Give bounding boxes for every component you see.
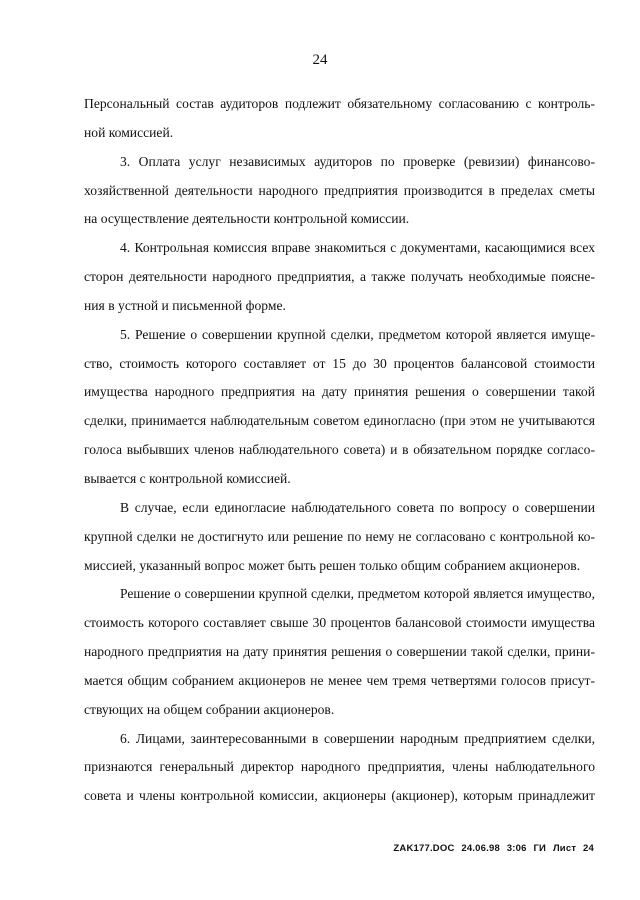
text-line: народного предприятия на дату принятия решения о совершении такой сделки, прини- [84,644,595,660]
text-line: ствующих на общем собрании акционеров. [84,701,335,717]
paragraph [84,234,595,321]
text-line: хозяйственной деятельности народного предприятия производится в пределах сметы [84,182,595,198]
paragraph [84,321,595,494]
document-footer [389,843,594,854]
text-line: Решение о совершении крупной сделки, предметом которой является имущество, [120,586,595,602]
paragraph [84,494,595,581]
text-line: признаются генеральный директор народного предприятия, члены наблюдательного [84,759,595,775]
paragraph [84,90,595,148]
text-line: ство, стоимость которого составляет от 15 до 30 процентов балансовой стоимости [84,355,595,371]
text-line: совета и члены контрольной комиссии, акционеры (акционер), которым принадлежит [84,788,595,804]
text-line: 5. Решение о совершении крупной сделки, предметом которой является имуще- [120,326,595,342]
text-line: ния в устной и письменной форме. [84,297,286,313]
text-line: миссией, указанный вопрос может быть решен только общим собранием акционеров. [84,557,581,573]
paragraph [84,580,595,724]
text-line: 3. Оплата услуг независимых аудиторов по проверке (ревизии) финансово- [120,153,595,169]
footer-date: 24.06.98 [461,843,500,854]
text-line: В случае, если единогласие наблюдательного совета по вопросу о совершении [120,499,595,515]
paragraph [84,725,595,812]
text-line: мается общим собранием акционеров не менее чем тремя четвертями голосов присут- [84,672,595,688]
footer-time: 3:06 [506,843,527,854]
text-line: сделки, принимается наблюдательным советом единогласно (при этом не учитываются [84,413,595,429]
text-line: вывается с контрольной комиссией. [84,470,291,486]
text-line: сторон деятельности народного предприятия, а также получать необходимые поясне- [84,269,595,285]
text-line: крупной сделки не достигнуто или решение по нему не согласовано с контрольной ко- [84,528,595,544]
text-line: Персональный состав аудиторов подлежит обязательному согласованию с контроль- [84,96,595,111]
text-line: имущества народного предприятия на дату принятия решения о совершении такой [84,384,595,400]
text-line: 6. Лицами, заинтересованными в совершении народным предприятием сделки, [120,730,595,746]
page-number: 24 [312,52,328,68]
footer-file-name: ZAK177.DOC [393,843,455,854]
paragraph [84,148,595,235]
footer-sheet-label: Лист [552,843,577,854]
footer-initials: ГИ [533,843,547,854]
text-line: 4. Контрольная комиссия вправе знакомиться с документами, касающимися всех [120,240,595,256]
footer-sheet-number: 24 [583,843,594,854]
text-line: стоимость которого составляет свыше 30 процентов балансовой стоимости имущества [84,615,595,631]
text-line: ной комиссией. [84,124,174,140]
document-body [84,90,595,811]
text-line: голоса выбывших членов наблюдательного совета) и в обязательном порядке согласо- [84,442,595,458]
text-line: на осуществление деятельности контрольной комиссии. [84,211,410,227]
